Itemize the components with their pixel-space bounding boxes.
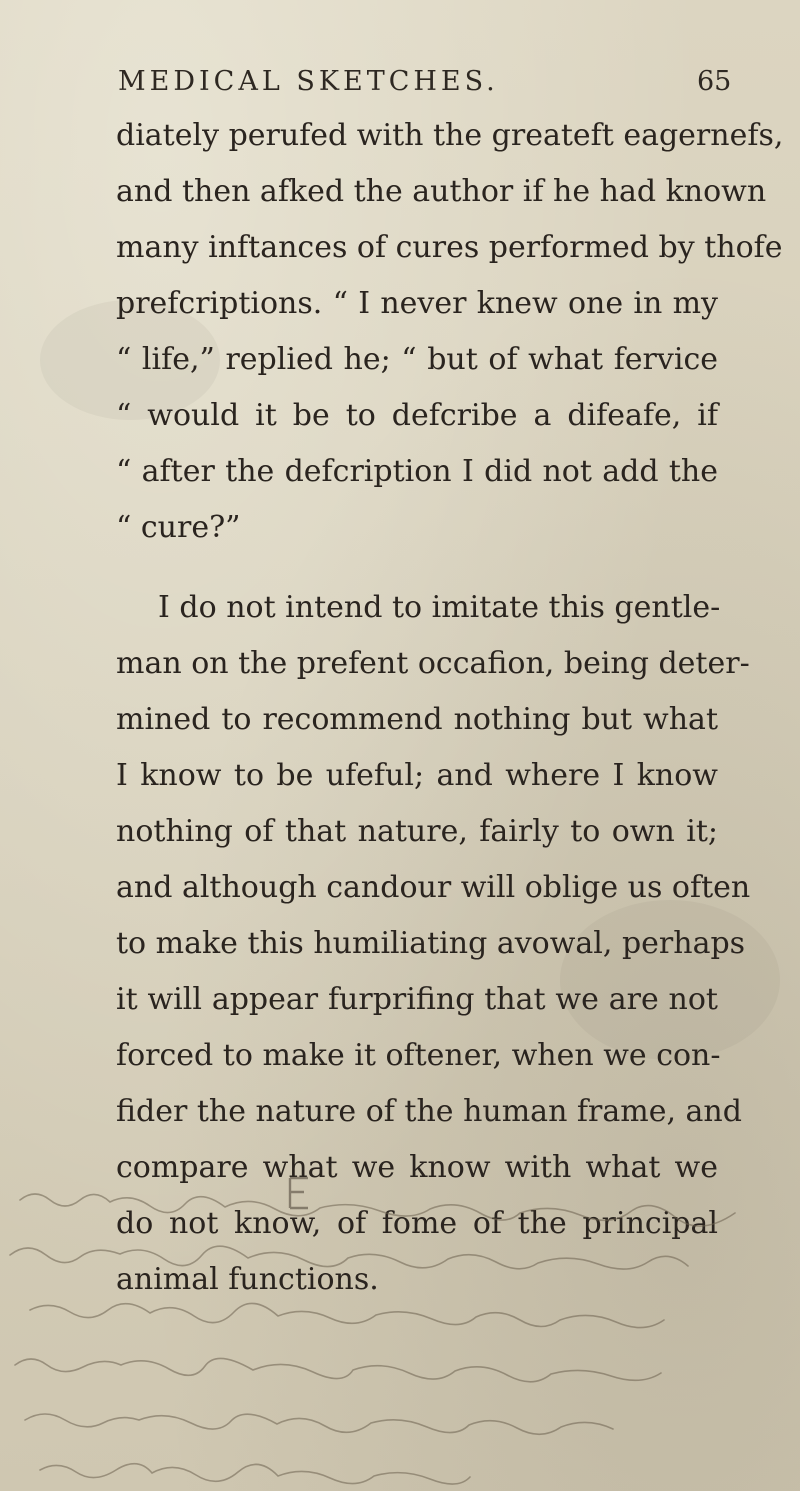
text-line: “ after the defcription I did not add the: [116, 454, 718, 489]
text-line: do not know, of fome of the principal: [116, 1206, 718, 1241]
paragraph-gap: [116, 556, 718, 580]
text-line: I know to be ufeful; and where I know: [116, 758, 718, 793]
running-head: [0, 66, 800, 106]
text-line: “ would it be to defcribe a difeafe, if: [116, 398, 718, 433]
text-line: “ cure?”: [116, 510, 241, 545]
text-line: it will appear furprifing that we are not: [116, 982, 718, 1017]
text-line: diately perufed with the greateft eagernefs,: [116, 118, 784, 153]
text-line: to make this humiliating avowal, perhaps: [116, 926, 746, 961]
body-text: [116, 108, 784, 1308]
text-line: fider the nature of the human frame, and: [116, 1094, 742, 1129]
text-line: forced to make it oftener, when we con-: [116, 1038, 721, 1073]
handwriting-bleed-through: [0, 1160, 800, 1491]
text-line: and although candour will oblige us often: [116, 870, 751, 905]
text-line: prefcriptions. “ I never knew one in my: [116, 286, 718, 321]
text-line: and then afked the author if he had known: [116, 174, 767, 209]
paragraph: [116, 108, 784, 556]
text-line: nothing of that nature, fairly to own it;: [116, 814, 718, 849]
text-line: man on the prefent occafion, being deter-: [116, 646, 750, 681]
text-line: mined to recommend nothing but what: [116, 702, 718, 737]
text-line: many inftances of cures performed by thofe: [116, 230, 783, 265]
text-line: compare what we know with what we: [116, 1150, 718, 1185]
text-line: animal functions.: [116, 1262, 379, 1297]
handwriting-bleed-through-drawing: [0, 1160, 800, 1491]
text-line: “ life,” replied he; “ but of what fervice: [116, 342, 718, 377]
text-line: I do not intend to imitate this gentle-: [158, 590, 721, 625]
page-number: 65: [697, 66, 732, 97]
running-title: MEDICAL SKETCHES.: [118, 66, 499, 97]
